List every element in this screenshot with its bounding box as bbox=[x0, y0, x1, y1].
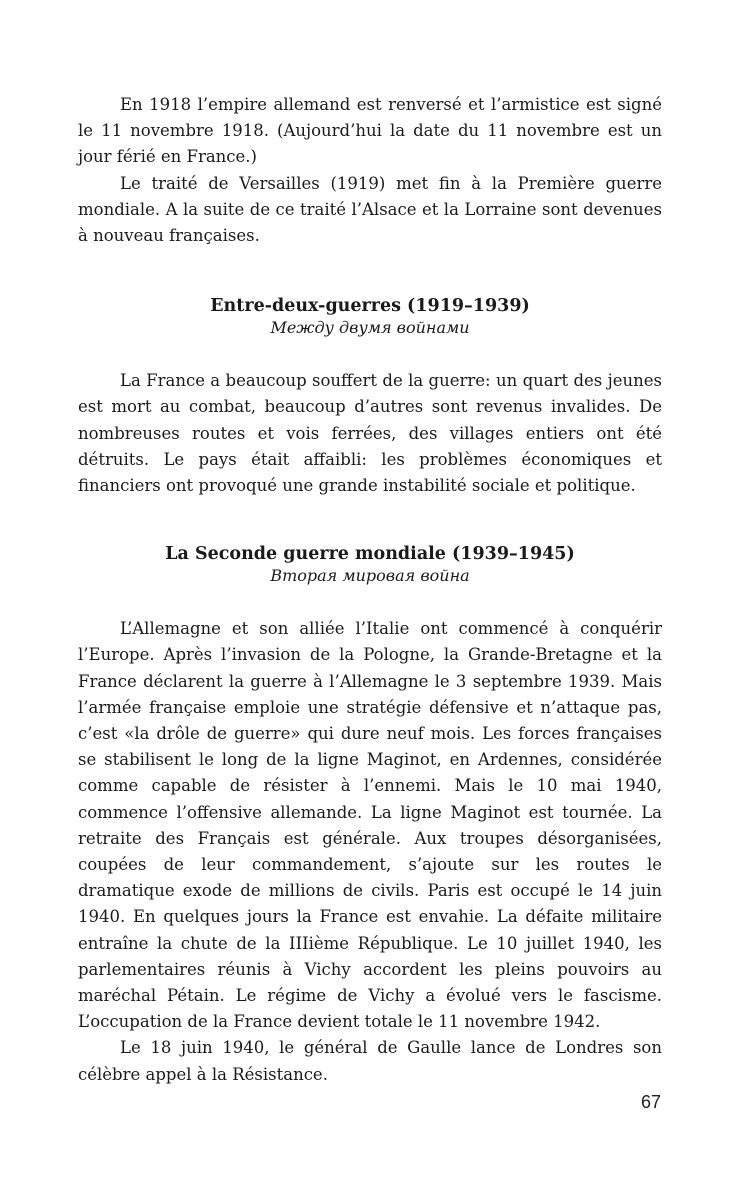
section-subtitle: Вторая мировая война bbox=[270, 566, 470, 586]
section1-paragraph-1: La France a beaucoup souffert de la guerre: un quart des jeunes est mort au combat, beaucoup d’autres sont revenus invalides. De nombreuses routes et vois ferrées, des villages entiers ont été détruits. Le pays était affaibli: les problèmes économiques et financiers ont provoqué une grande instabilité sociale et politique. bbox=[78, 371, 662, 496]
section-heading-entre-deux-guerres bbox=[78, 294, 662, 338]
section2-paragraph-2: Le 18 juin 1940, le général de Gaulle lance de Londres son célèbre appel à la Résistance. bbox=[78, 1038, 662, 1084]
intro-paragraph-2: Le traité de Versailles (1919) met fin à la Première guerre mondiale. A la suite de ce traité l’Alsace et la Lorraine sont devenues à nouveau françaises. bbox=[78, 173, 662, 246]
section-heading-seconde-guerre bbox=[78, 542, 662, 586]
page-number: 67 bbox=[640, 1092, 661, 1112]
section-title: Entre-deux-guerres (1919–1939) bbox=[210, 296, 530, 317]
section-title: La Seconde guerre mondiale (1939–1945) bbox=[165, 544, 575, 565]
page-body bbox=[78, 92, 662, 1088]
section2-paragraph-1: L’Allemagne et son alliée l’Italie ont commencé à conquérir l’Europe. Après l’invasion de la Pologne, la Grande-Bretagne et la France déclarent la guerre à l’Allemagne le 3 septembre 1939. Mais l’armée française emploie une stratégie défensive et n’attaque pas, c’est «la drôle de guerre» qui dure neuf mois. Les forces françaises se stabilisent le long de la ligne Maginot, en Ardennes, considérée comme capable de résister à l’ennemi. Mais le 10 mai 1940, commence l’offensive allemande. La ligne Maginot est tournée. La retraite des Français est générale. Aux troupes désorganisées, coupées de leur commandement, s’ajoute sur les routes le dramatique exode de millions de civils. Paris est occupé le 14 juin 1940. En quelques jours la France est envahie. La défaite militaire entraîne la chute de la IIIième République. Le 10 juillet 1940, les parlementaires réunis à Vichy accordent les pleins pouvoirs au maréchal Pétain. Le régime de Vichy a évolué vers le fascisme. L’occupation de la France devient totale le 11 novembre 1942. bbox=[78, 619, 662, 1032]
intro-paragraph-1: En 1918 l’empire allemand est renversé et l’armistice est signé le 11 novembre 1918. (Aujourd’hui la date du 11 novembre est un jour férié en France.) bbox=[78, 95, 662, 167]
section-subtitle: Между двумя войнами bbox=[270, 318, 470, 338]
